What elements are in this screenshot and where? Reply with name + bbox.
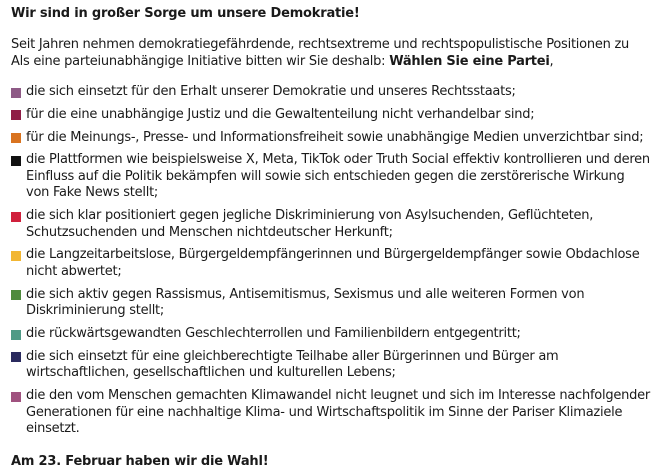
intro-line-2-end: , (549, 53, 554, 69)
square-bullet-icon (11, 88, 21, 98)
list-item-text: die sich aktiv gegen Rassismus, Antisemitismus, Sexismus und alle weiteren Formen von Diskriminierung stellt; (26, 286, 585, 319)
list-item-text: die Langzeitarbeitslose, Bürgergeldempfängerinnen und Bürgergeldempfänger sowie Obdachlose nicht abwertet; (26, 247, 640, 279)
closing-line: Am 23. Februar haben wir die Wahl! (11, 453, 269, 469)
intro-line-2 (11, 54, 651, 71)
list-item (11, 287, 651, 320)
square-bullet-icon (11, 330, 21, 340)
square-bullet-icon (11, 290, 21, 300)
list-item-text: die sich einsetzt für den Erhalt unserer Demokratie und unseres Rechtsstaats; (26, 84, 516, 99)
list-item-text: die rückwärtsgewandten Geschlechterrollen und Familienbildern entgegentritt; (26, 326, 521, 342)
demands-list (11, 84, 651, 438)
list-item (11, 349, 651, 382)
square-bullet-icon (11, 251, 21, 261)
square-bullet-icon (11, 110, 21, 120)
list-item (11, 388, 651, 438)
document-page (11, 4, 651, 470)
list-item (11, 107, 651, 124)
square-bullet-icon (11, 392, 21, 402)
square-bullet-icon (11, 133, 21, 143)
list-item (11, 247, 651, 280)
headline: Wir sind in großer Sorge um unsere Demokratie! (11, 6, 360, 21)
list-item (11, 152, 651, 202)
list-item-text: die Plattformen wie beispielsweise X, Meta, TikTok oder Truth Social effektiv kontrollieren und deren Einfluss auf die Politik bekämpfen will sowie sich entschieden gegen die zerstörerische Wirkung von Fake News stellt; (26, 152, 650, 201)
intro-line-2-start: Als eine parteiunabhängige Initiative bitten wir Sie deshalb: (11, 53, 390, 69)
square-bullet-icon (11, 212, 21, 222)
intro-line-2-bold: Wählen Sie eine Partei (389, 53, 550, 69)
list-item-text: für die Meinungs-, Presse- und Informationsfreiheit sowie unabhängige Medien unverzichtbar sind; (26, 129, 644, 145)
list-item-text: für die eine unabhängige Justiz und die Gewaltenteilung nicht verhandelbar sind; (26, 106, 535, 122)
list-item-text: die sich einsetzt für eine gleichberechtigte Teilhabe aller Bürgerinnen und Bürger am wirtschaftlichen, gesellschaftlichen und kulturellen Lebens; (26, 348, 559, 381)
list-item (11, 84, 651, 101)
intro-line-1: Seit Jahren nehmen demokratiegefährdende, rechtsextreme und rechtspopulistische Positionen zu (11, 37, 630, 52)
square-bullet-icon (11, 156, 21, 166)
square-bullet-icon (11, 352, 21, 362)
list-item-text: die sich klar positioniert gegen jegliche Diskriminierung von Asylsuchenden, Geflüchteten, Schutzsuchenden und Menschen nichtdeutscher Herkunft; (26, 208, 594, 240)
list-item (11, 130, 651, 147)
intro-paragraph (11, 37, 651, 70)
list-item (11, 326, 651, 343)
list-item-text: die den vom Menschen gemachten Klimawandel nicht leugnet und sich im Interesse nachfolgender Generationen für eine nachhaltige Klima- und Wirtschaftspolitik im Sinne der Pariser Klimaziele einsetzt. (26, 388, 650, 437)
list-item (11, 208, 651, 241)
